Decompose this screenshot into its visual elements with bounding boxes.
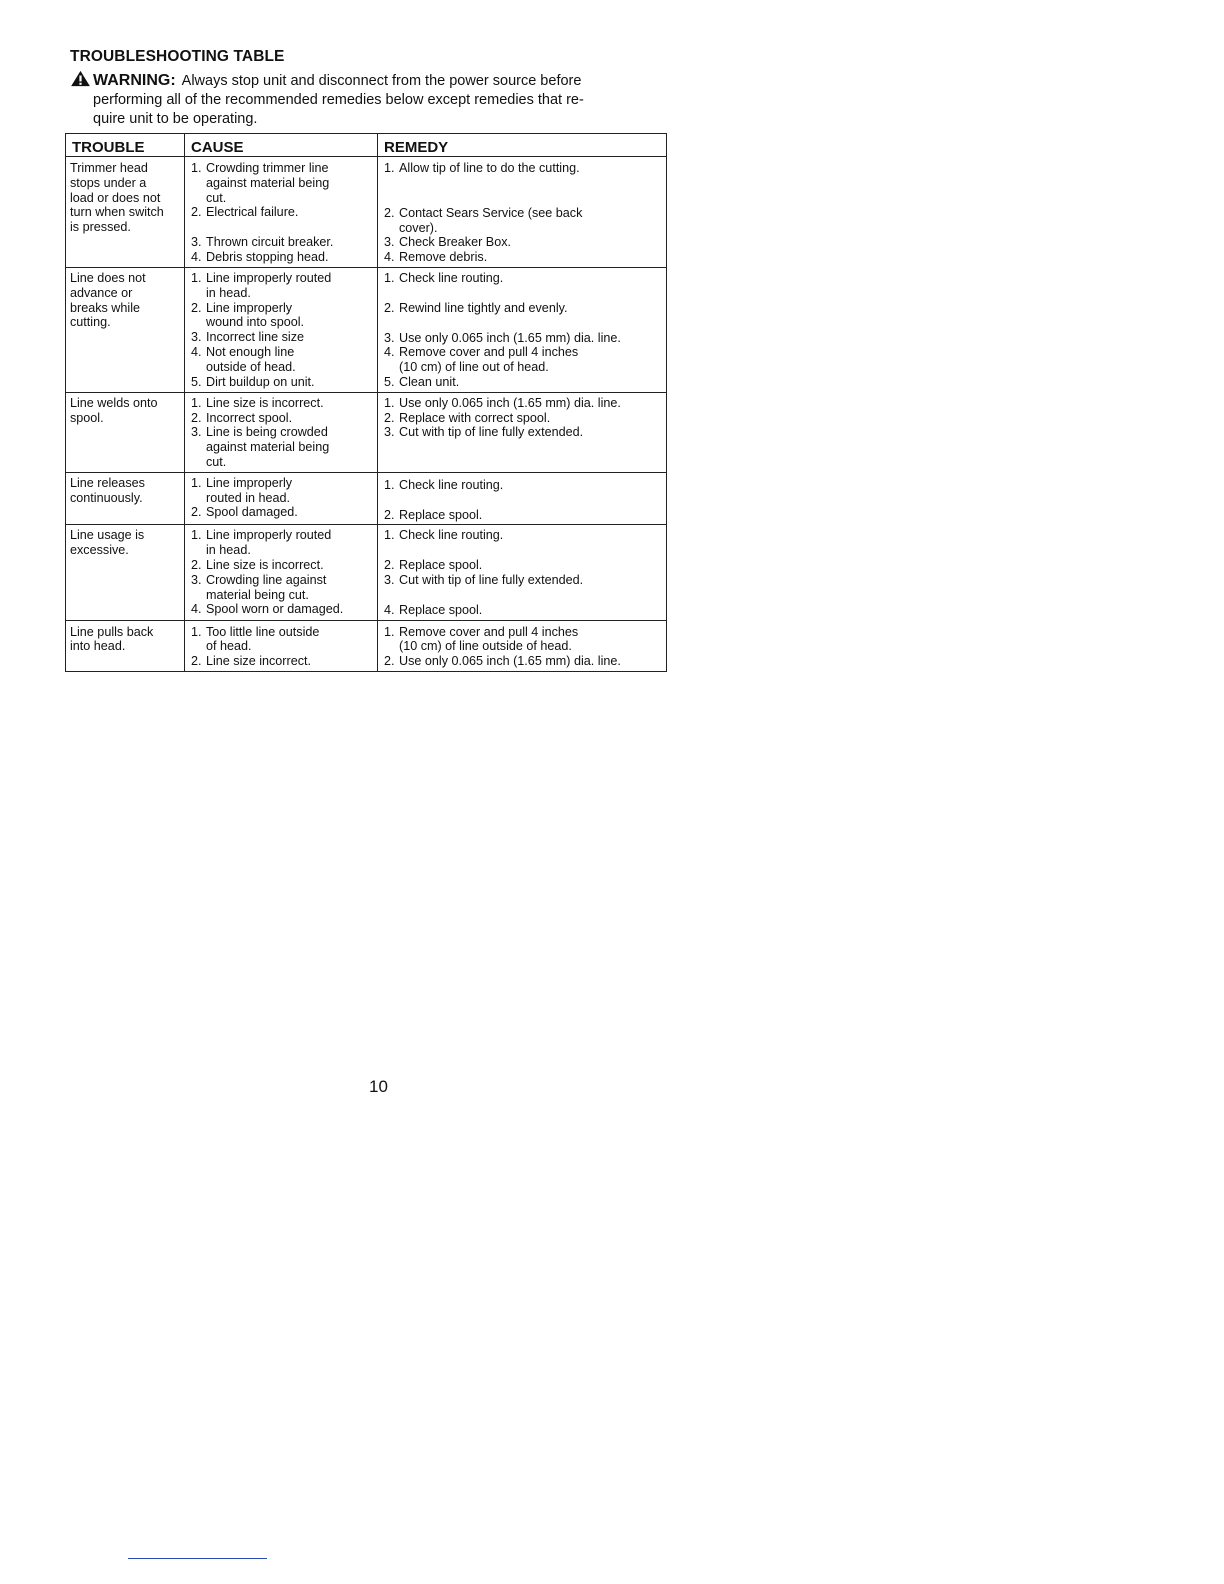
warning-line-2: performing all of the recommended remedies below except remedies that re- xyxy=(93,92,584,108)
item-text: wound into spool. xyxy=(206,315,305,330)
remedy-item xyxy=(382,603,662,618)
remedy-item xyxy=(382,508,662,523)
item-number: 1. xyxy=(191,395,202,410)
item-text: against material being xyxy=(206,440,330,455)
item-number: 5. xyxy=(191,374,202,389)
trouble-line: is pressed. xyxy=(70,220,131,235)
item-number: 1. xyxy=(191,624,202,639)
remedy-item xyxy=(382,331,662,346)
warning-line-1 xyxy=(70,70,670,91)
item-text: Use only 0.065 inch (1.65 mm) dia. line. xyxy=(399,654,621,669)
item-text: (10 cm) of line out of head. xyxy=(399,360,549,375)
table-row xyxy=(66,157,667,268)
item-text: in head. xyxy=(206,543,251,558)
item-text: Replace spool. xyxy=(399,507,483,522)
item-text: Allow tip of line to do the cutting. xyxy=(399,161,580,175)
item-text: Clean unit. xyxy=(399,374,460,389)
remedy-item xyxy=(382,411,662,426)
item-number: 4. xyxy=(384,345,395,360)
cause-item xyxy=(189,205,373,220)
cause-item xyxy=(189,375,373,390)
cause-item xyxy=(189,476,373,506)
remedy-cell xyxy=(378,392,667,472)
cause-cell xyxy=(185,157,378,268)
cause-item xyxy=(189,528,373,558)
item-number: 2. xyxy=(191,410,202,425)
cause-item xyxy=(189,301,373,331)
trouble-cell xyxy=(66,472,185,525)
remedy-item xyxy=(382,425,662,440)
item-text: in head. xyxy=(206,285,251,300)
header-remedy: REMEDY xyxy=(378,134,667,157)
cause-item xyxy=(189,271,373,301)
cause-item xyxy=(189,654,373,669)
trouble-cell xyxy=(66,620,185,671)
item-number: 4. xyxy=(191,249,202,264)
item-text: Remove debris. xyxy=(399,250,488,265)
warning-label: WARNING: xyxy=(93,72,176,89)
item-text: Electrical failure. xyxy=(206,205,299,220)
trouble-cell xyxy=(66,157,185,268)
trouble-line: load or does not xyxy=(70,190,161,205)
item-number: 1. xyxy=(384,477,395,492)
cause-cell xyxy=(185,472,378,525)
trouble-line: Line does not xyxy=(70,270,146,285)
item-text: Replace spool. xyxy=(399,558,483,573)
item-text: Line improperly xyxy=(206,300,293,315)
trouble-line: spool. xyxy=(70,410,104,425)
remedy-cell xyxy=(378,525,667,620)
item-text: Replace with correct spool. xyxy=(399,410,551,425)
table-row xyxy=(66,525,667,620)
header-cause: CAUSE xyxy=(185,134,378,157)
trouble-cell xyxy=(66,525,185,620)
item-number: 1. xyxy=(191,475,202,490)
item-text: Use only 0.065 inch (1.65 mm) dia. line. xyxy=(399,330,621,345)
table-row xyxy=(66,392,667,472)
item-text: Line improperly routed xyxy=(206,270,332,285)
item-text: Spool damaged. xyxy=(206,505,298,520)
remedy-item xyxy=(382,375,662,390)
item-number: 2. xyxy=(384,205,395,220)
item-number: 1. xyxy=(384,395,395,410)
cause-item xyxy=(189,345,373,375)
item-number: 3. xyxy=(191,572,202,587)
trouble-line: stops under a xyxy=(70,175,147,190)
cause-item xyxy=(189,161,373,205)
item-number: 2. xyxy=(191,505,202,520)
item-text: Line size incorrect. xyxy=(206,654,311,669)
item-text: against material being xyxy=(206,175,330,190)
trouble-line: Line pulls back xyxy=(70,624,154,639)
item-text: Remove cover and pull 4 inches xyxy=(399,345,579,360)
item-text: Too little line outside xyxy=(206,624,320,639)
remedy-item xyxy=(382,271,662,286)
cause-item xyxy=(189,396,373,411)
cause-cell xyxy=(185,525,378,620)
item-text: Contact Sears Service (see back xyxy=(399,205,583,220)
item-text: Line is being crowded xyxy=(206,425,328,440)
item-number: 2. xyxy=(384,410,395,425)
item-number: 2. xyxy=(384,507,395,522)
item-text: Spool worn or damaged. xyxy=(206,602,344,617)
item-text: Rewind line tightly and evenly. xyxy=(399,300,568,315)
item-number: 1. xyxy=(384,270,395,285)
table-body xyxy=(66,157,667,672)
troubleshooting-table xyxy=(65,133,667,672)
item-text: routed in head. xyxy=(206,490,291,505)
item-number: 3. xyxy=(384,235,395,250)
trouble-line: Line usage is xyxy=(70,528,145,543)
item-number: 3. xyxy=(191,425,202,440)
cause-item xyxy=(189,505,373,520)
cause-item xyxy=(189,411,373,426)
trouble-line: breaks while xyxy=(70,300,140,315)
item-text: cut. xyxy=(206,454,227,469)
table-header-row xyxy=(66,134,667,157)
item-number: 4. xyxy=(191,344,202,359)
cause-item xyxy=(189,625,373,655)
item-text: Thrown circuit breaker. xyxy=(206,235,334,250)
remedy-item xyxy=(382,625,662,655)
item-number: 3. xyxy=(384,330,395,345)
trouble-line: Line releases xyxy=(70,475,145,490)
trouble-line: continuously. xyxy=(70,490,143,505)
item-text: Dirt buildup on unit. xyxy=(206,374,315,389)
trouble-line: turn when switch xyxy=(70,205,164,220)
item-text: Crowding trimmer line xyxy=(206,161,329,175)
remedy-item xyxy=(382,301,662,316)
item-number: 2. xyxy=(384,654,395,669)
item-text: outside of head. xyxy=(206,359,296,374)
trouble-line: Trimmer head xyxy=(70,161,148,175)
item-text: Check Breaker Box. xyxy=(399,235,511,250)
table-row xyxy=(66,267,667,392)
remedy-item xyxy=(382,654,662,669)
item-text: Crowding line against xyxy=(206,572,327,587)
cause-item xyxy=(189,330,373,345)
item-number: 3. xyxy=(191,330,202,345)
item-number: 4. xyxy=(384,250,395,265)
item-text: Debris stopping head. xyxy=(206,249,329,264)
header-trouble: TROUBLE xyxy=(66,134,185,157)
cause-item xyxy=(189,573,373,603)
item-text: Not enough line xyxy=(206,344,295,359)
item-text: material being cut. xyxy=(206,587,309,602)
trouble-line: Line welds onto xyxy=(70,395,158,410)
item-text: Check line routing. xyxy=(399,270,504,285)
warning-text-1: Always stop unit and disconnect from the power source before xyxy=(181,73,582,89)
item-text: Line improperly routed xyxy=(206,528,332,543)
item-text: (10 cm) of line outside of head. xyxy=(399,639,572,654)
trouble-cell xyxy=(66,267,185,392)
warning-triangle-icon xyxy=(70,70,91,87)
item-number: 5. xyxy=(384,374,395,389)
item-number: 2. xyxy=(384,558,395,573)
page-title: TROUBLESHOOTING TABLE xyxy=(70,48,285,65)
item-number: 4. xyxy=(384,602,395,617)
item-number: 1. xyxy=(384,624,395,639)
warning-block xyxy=(70,70,670,129)
item-text: Line size is incorrect. xyxy=(206,557,324,572)
cause-item xyxy=(189,558,373,573)
cause-item xyxy=(189,250,373,265)
item-text: Check line routing. xyxy=(399,477,504,492)
table-row xyxy=(66,472,667,525)
item-number: 4. xyxy=(191,602,202,617)
item-number: 2. xyxy=(191,205,202,220)
remedy-item xyxy=(382,250,662,265)
item-number: 2. xyxy=(384,300,395,315)
trouble-line: excessive. xyxy=(70,543,129,558)
item-number: 1. xyxy=(191,161,202,175)
item-text: Remove cover and pull 4 inches xyxy=(399,624,579,639)
item-number: 2. xyxy=(191,557,202,572)
item-number: 3. xyxy=(384,572,395,587)
item-number: 1. xyxy=(191,270,202,285)
remedy-cell xyxy=(378,472,667,525)
item-text: Cut with tip of line fully extended. xyxy=(399,425,584,440)
item-text: cut. xyxy=(206,190,227,205)
cause-cell xyxy=(185,267,378,392)
item-text: Incorrect spool. xyxy=(206,410,293,425)
item-text: Check line routing. xyxy=(399,528,504,543)
remedy-item xyxy=(382,478,662,493)
cause-cell xyxy=(185,620,378,671)
trouble-line: cutting. xyxy=(70,315,111,330)
item-text: of head. xyxy=(206,639,252,654)
bottom-rule xyxy=(128,1558,267,1559)
remedy-cell xyxy=(378,620,667,671)
cause-item xyxy=(189,425,373,469)
trouble-cell xyxy=(66,392,185,472)
item-number: 3. xyxy=(384,425,395,440)
remedy-item xyxy=(382,573,662,588)
item-text: Cut with tip of line fully extended. xyxy=(399,572,584,587)
item-number: 1. xyxy=(384,528,395,543)
item-text: Use only 0.065 inch (1.65 mm) dia. line. xyxy=(399,395,621,410)
trouble-line: into head. xyxy=(70,639,126,654)
cause-item xyxy=(189,235,373,250)
remedy-item xyxy=(382,396,662,411)
item-number: 3. xyxy=(191,235,202,250)
item-text: Incorrect line size xyxy=(206,330,304,345)
remedy-item xyxy=(382,161,662,176)
trouble-line: advance or xyxy=(70,285,133,300)
item-number: 2. xyxy=(191,300,202,315)
cause-cell xyxy=(185,392,378,472)
item-text: Line size is incorrect. xyxy=(206,395,324,410)
table-row xyxy=(66,620,667,671)
item-number: 1. xyxy=(191,528,202,543)
cause-item xyxy=(189,602,373,617)
remedy-item xyxy=(382,206,662,236)
item-text: Line improperly xyxy=(206,475,293,490)
item-number: 2. xyxy=(191,654,202,669)
remedy-item xyxy=(382,235,662,250)
remedy-item xyxy=(382,345,662,375)
item-text: Replace spool. xyxy=(399,602,483,617)
remedy-cell xyxy=(378,267,667,392)
remedy-cell xyxy=(378,157,667,268)
warning-line-3: quire unit to be operating. xyxy=(93,111,258,127)
item-text: cover). xyxy=(399,220,438,235)
page-number: 10 xyxy=(369,1077,388,1096)
remedy-item xyxy=(382,528,662,543)
item-number: 1. xyxy=(384,161,395,175)
remedy-item xyxy=(382,558,662,573)
